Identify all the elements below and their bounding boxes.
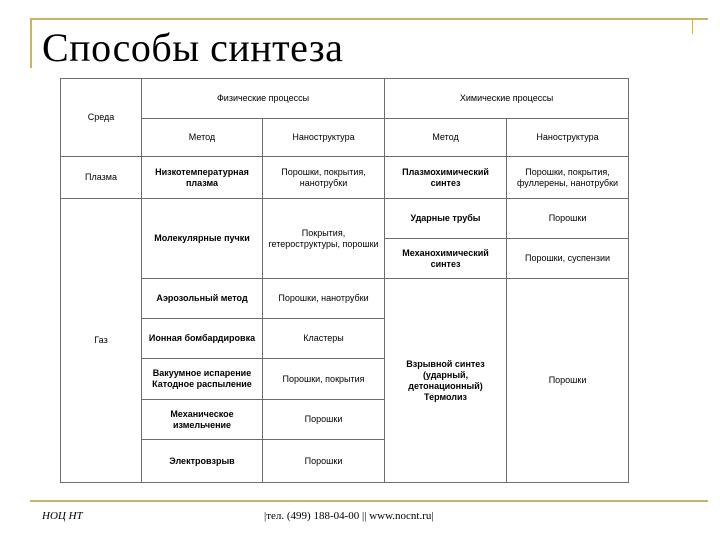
synthesis-table-grid [60, 78, 629, 483]
header-physical: Физические процессы [142, 79, 385, 119]
gas-label: Газ [61, 199, 142, 483]
gas-phys-method-4: Механическое измельчение [142, 400, 263, 440]
frame-corner-mark [692, 18, 709, 34]
plasma-phys-nano: Порошки, покрытия, нанотрубки [263, 157, 385, 199]
header-chem-nano: Наноструктура [507, 119, 629, 157]
plasma-phys-method: Низкотемпературная плазма [142, 157, 263, 199]
plasma-chem-nano: Порошки, покрытия, фуллерены, нанотрубки [507, 157, 629, 199]
gas-chem-method-2: Взрывной синтез (ударный, детонационный) Термолиз [385, 279, 507, 483]
gas-chem-method-1: Механохимический синтез [385, 239, 507, 279]
header-phys-method: Метод [142, 119, 263, 157]
frame-left-rule [30, 18, 32, 68]
gas-phys-method-3: Вакуумное испарение Катодное распыление [142, 359, 263, 400]
header-chem-method: Метод [385, 119, 507, 157]
frame-bottom-rule [30, 500, 708, 502]
gas-chem-nano-0: Порошки [507, 199, 629, 239]
gas-chem-nano-1: Порошки, суспензии [507, 239, 629, 279]
gas-phys-method-2: Ионная бомбардировка [142, 319, 263, 359]
footer-contacts: |тел. (499) 188-04-00 || www.nocnt.ru| [264, 510, 434, 522]
gas-phys-nano-1: Порошки, нанотрубки [263, 279, 385, 319]
gas-phys-nano-0: Покрытия, гетероструктуры, порошки [263, 199, 385, 279]
slide-title: Способы синтеза [42, 25, 344, 70]
frame-top-rule [30, 18, 708, 20]
header-sreda: Среда [61, 79, 142, 157]
synthesis-table [60, 78, 628, 482]
header-phys-nano: Наноструктура [263, 119, 385, 157]
plasma-label: Плазма [61, 157, 142, 199]
gas-phys-method-5: Электровзрыв [142, 440, 263, 483]
gas-phys-nano-5: Порошки [263, 440, 385, 483]
footer-org: НОЦ НТ [42, 510, 83, 522]
gas-phys-method-1: Аэрозольный метод [142, 279, 263, 319]
plasma-chem-method: Плазмохимический синтез [385, 157, 507, 199]
gas-phys-nano-4: Порошки [263, 400, 385, 440]
gas-chem-method-0: Ударные трубы [385, 199, 507, 239]
gas-phys-nano-2: Кластеры [263, 319, 385, 359]
gas-phys-method-0: Молекулярные пучки [142, 199, 263, 279]
gas-chem-nano-2: Порошки [507, 279, 629, 483]
header-chemical: Химические процессы [385, 79, 629, 119]
gas-phys-nano-3: Порошки, покрытия [263, 359, 385, 400]
